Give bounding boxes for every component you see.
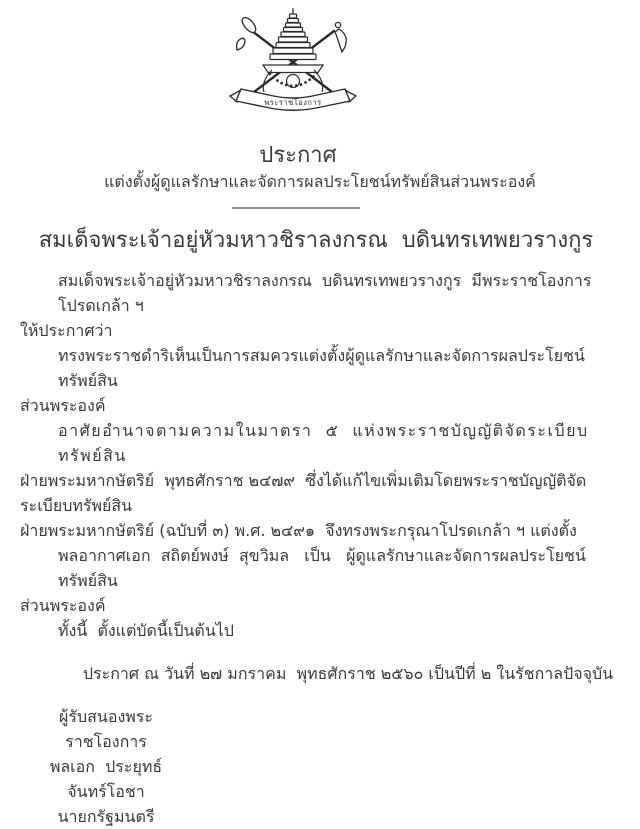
body-text — [0, 268, 640, 643]
paragraph-line: ส่วนพระองค์ — [20, 396, 106, 415]
paragraph-line: ฝ่ายพระมหากษัตริย์ พุทธศักราช ๒๔๗๙ ซึ่งได้แก้ไขเพิ่มเติมโดยพระราชบัญญัติจัดระเบียบทรัพย์สิน — [20, 471, 587, 515]
paragraph-line: ทรงพระราชดำริเห็นเป็นการสมควรแต่งตั้งผู้ดูแลรักษาและจัดการผลประโยชน์ทรัพย์สิน — [58, 346, 585, 390]
proclamation-date-line: ประกาศ ณ วันที่ ๒๗ มกราคม พุทธศักราช ๒๕๖๐ เป็นปีที่ ๒ ในรัชกาลปัจจุบัน — [82, 664, 614, 683]
banner-text: พระราชโองการ — [264, 98, 322, 107]
countersigner-name: พลเอก ประยุทธ์ จันทร์โอชา — [49, 757, 173, 801]
paragraph-line: ให้ประกาศว่า — [20, 321, 113, 340]
staff-pennant-icon — [335, 22, 346, 52]
paragraph-line: ฝ่ายพระมหากษัตริย์ (ฉบับที่ ๓) พ.ศ. ๒๔๙๑ จึงทรงพระกรุณาโปรดเกล้า ฯ แต่งตั้ง — [20, 521, 577, 540]
countersignature-block — [26, 704, 186, 829]
page-title: ประกาศ — [259, 143, 337, 168]
emblem-container — [0, 0, 613, 118]
countersign-label: ผู้รับสนองพระราชโองการ — [59, 707, 153, 751]
garland-icon — [263, 70, 322, 92]
section-divider — [232, 207, 360, 209]
royal-command-emblem-icon — [223, 6, 363, 118]
paragraph-line: อาศัยอำนาจตามความในมาตรา ๕ แห่งพระราชบัญญัติจัดระเบียบทรัพย์สิน — [58, 421, 589, 465]
countersigner-title: นายกรัฐมนตรี — [57, 807, 155, 826]
paragraph-line: พลอากาศเอก สถิตย์พงษ์ สุขวิมล เป็น ผู้ดูแลรักษาและจัดการผลประโยชน์ทรัพย์สิน — [58, 546, 586, 590]
paragraph-line: ทั้งนี้ ตั้งแต่บัดนี้เป็นต้นไป — [58, 621, 234, 640]
royal-heading: สมเด็จพระเจ้าอยู่หัวมหาวชิราลงกรณ บดินทรเทพยวรางกูร — [38, 228, 594, 253]
paragraph-line: สมเด็จพระเจ้าอยู่หัวมหาวชิราลงกรณ บดินทรเทพยวรางกูร มีพระราชโองการโปรดเกล้า ฯ — [58, 271, 592, 315]
banner-ribbon-icon — [230, 89, 356, 110]
page-subtitle: แต่งตั้งผู้ดูแลรักษาและจัดการผลประโยชน์ทรัพย์สินส่วนพระองค์ — [104, 172, 536, 191]
paragraph-line: ส่วนพระองค์ — [20, 596, 106, 615]
